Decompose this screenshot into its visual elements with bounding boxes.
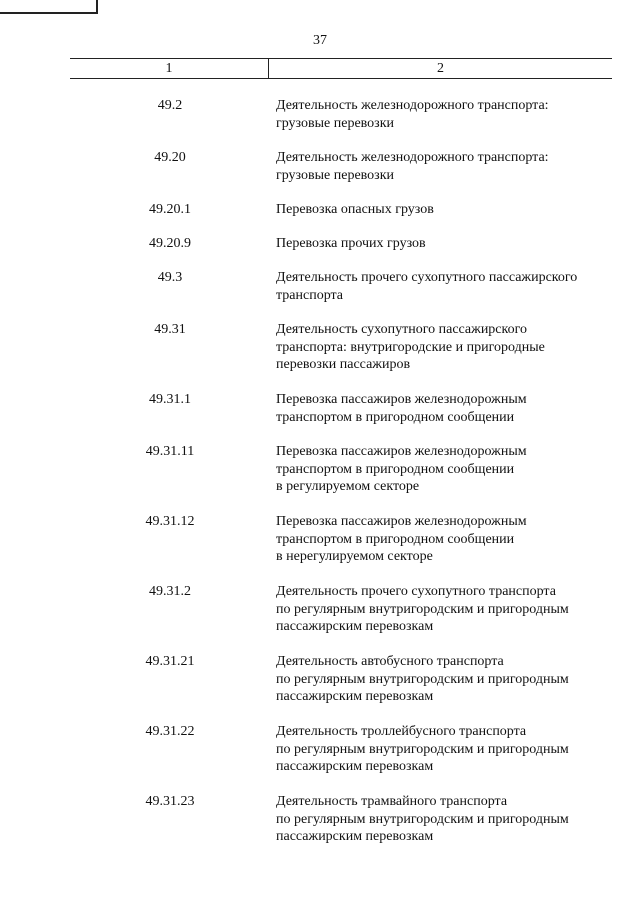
corner-mark-stub xyxy=(96,0,98,14)
activity-code: 49.31.12 xyxy=(145,514,195,529)
description-line: грузовые перевозки xyxy=(276,167,394,183)
column-header-2: 2 xyxy=(437,61,444,76)
description-line: пассажирским перевозкам xyxy=(276,829,434,844)
activity-code: 49.3 xyxy=(157,270,183,285)
corner-mark xyxy=(0,12,96,14)
activity-code: 49.31.23 xyxy=(145,794,195,809)
description-line: по регулярным внутригородским и пригородным xyxy=(276,811,569,827)
description-line: пассажирским перевозкам xyxy=(276,689,434,704)
activity-description xyxy=(276,321,626,374)
description-line: Деятельность прочего сухопутного транспорта xyxy=(276,584,556,599)
activity-code: 49.20 xyxy=(154,150,186,165)
description-line: транспортом в пригородном сообщении xyxy=(276,531,515,547)
description-line: перевозки пассажиров xyxy=(276,357,411,372)
description-line: Деятельность железнодорожного транспорта: xyxy=(276,98,549,113)
activity-code: 49.20.9 xyxy=(149,236,191,251)
activity-description xyxy=(276,269,626,304)
activity-code: 49.31.21 xyxy=(145,654,195,669)
description-line: Деятельность прочего сухопутного пассажирского xyxy=(276,270,578,285)
description-line: Перевозка пассажиров железнодорожным xyxy=(276,444,527,459)
activity-description xyxy=(276,513,626,566)
activity-code: 49.20.1 xyxy=(149,202,191,217)
activity-description xyxy=(276,793,626,846)
activity-description xyxy=(276,97,626,132)
activity-code: 49.31.2 xyxy=(149,584,191,599)
activity-code: 49.2 xyxy=(157,98,183,113)
page-number: 37 xyxy=(313,33,327,48)
description-line: Деятельность трамвайного транспорта xyxy=(276,794,508,809)
activity-description xyxy=(276,723,626,776)
description-line: пассажирским перевозкам xyxy=(276,759,434,774)
activity-description xyxy=(276,443,626,496)
description-line: транспорта xyxy=(276,287,344,303)
activity-description xyxy=(276,201,626,219)
description-line: Перевозка прочих грузов xyxy=(276,236,426,251)
activity-description xyxy=(276,583,626,636)
column-header-1: 1 xyxy=(165,61,173,76)
description-line: грузовые перевозки xyxy=(276,115,394,131)
description-line: транспортом в пригородном сообщении xyxy=(276,461,515,477)
description-line: Перевозка опасных грузов xyxy=(276,202,434,217)
description-line: Деятельность троллейбусного транспорта xyxy=(276,724,527,739)
description-line: в нерегулируемом секторе xyxy=(276,549,433,564)
description-line: транспортом в пригородном сообщении xyxy=(276,409,515,425)
activity-description xyxy=(276,235,626,253)
description-line: по регулярным внутригородским и пригородным xyxy=(276,741,569,757)
description-line: Перевозка пассажиров железнодорожным xyxy=(276,514,527,529)
description-line: Деятельность железнодорожного транспорта: xyxy=(276,150,549,165)
activity-code: 49.31.1 xyxy=(149,392,191,407)
description-line: Деятельность автобусного транспорта xyxy=(276,654,504,669)
description-line: пассажирским перевозкам xyxy=(276,619,434,634)
description-line: транспорта: внутригородские и пригородные xyxy=(276,339,545,355)
description-line: по регулярным внутригородским и пригородным xyxy=(276,601,569,617)
table-header-bottom-rule xyxy=(70,78,612,79)
description-line: в регулируемом секторе xyxy=(276,479,420,494)
activity-code: 49.31.22 xyxy=(145,724,195,739)
activity-description xyxy=(276,391,626,426)
activity-code: 49.31.11 xyxy=(145,444,195,459)
activity-code: 49.31 xyxy=(154,322,186,337)
description-line: Перевозка пассажиров железнодорожным xyxy=(276,392,527,407)
activity-description xyxy=(276,653,626,706)
description-line: по регулярным внутригородским и пригородным xyxy=(276,671,569,687)
activity-description xyxy=(276,149,626,184)
description-line: Деятельность сухопутного пассажирского xyxy=(276,322,528,337)
